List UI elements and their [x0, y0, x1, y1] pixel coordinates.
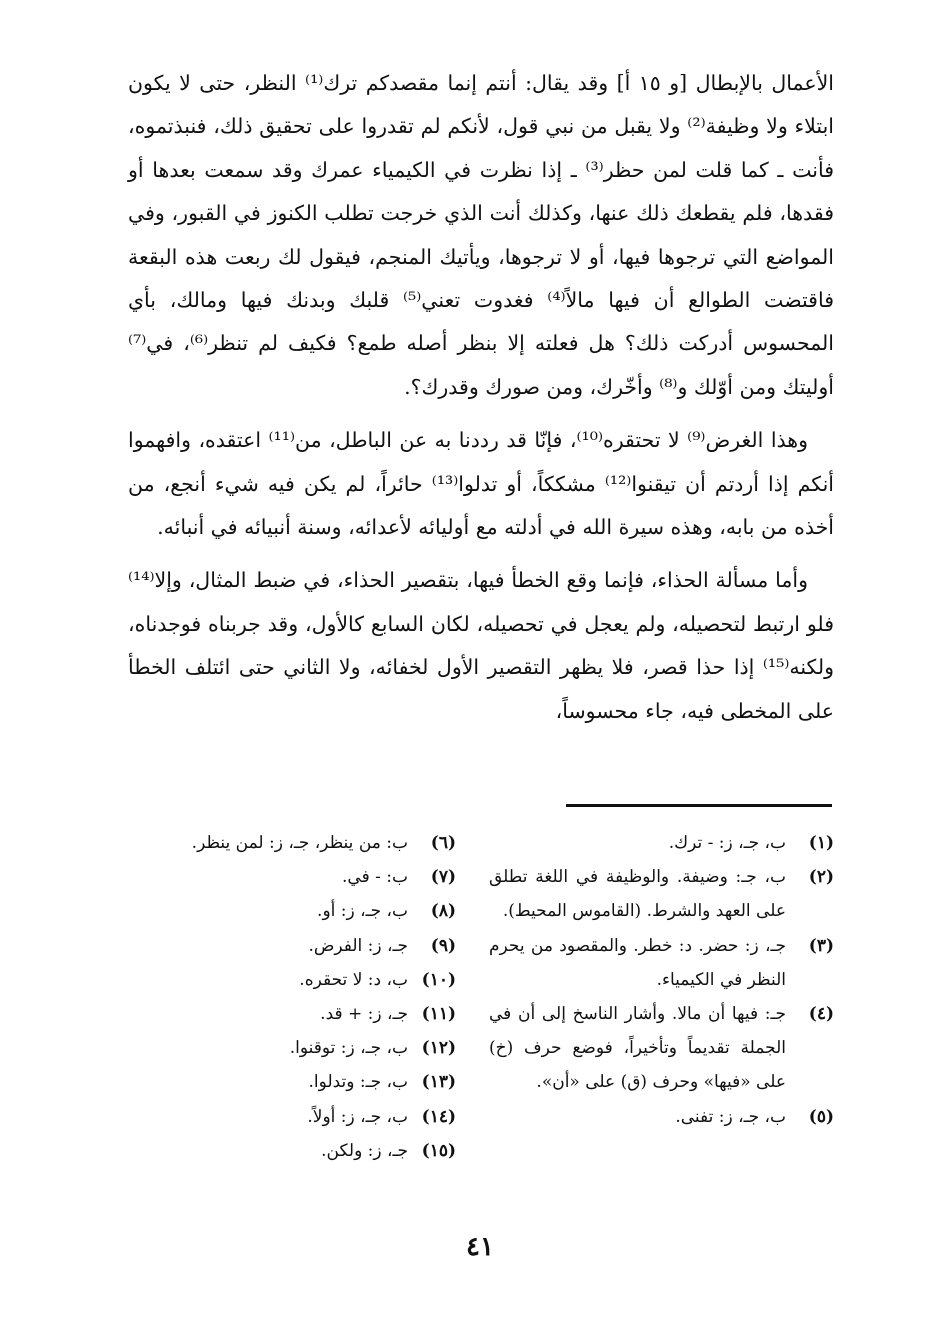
- footnote-text: ب، جـ، ز: - ترك.: [668, 833, 786, 853]
- footnote-text: ب، جـ: وتدلوا.: [308, 1072, 408, 1093]
- footnote-item: [128, 860, 456, 894]
- footnote-text: جـ: فيها أن مالا. وأشار الناسخ إلى أن في الجملة تقديماً وتأخيراً، فوضع حرف (خ) على «فيها» وحرف (ق) على «أن».: [489, 1004, 786, 1093]
- footnote-item: [128, 894, 456, 928]
- footnote-number: (٥): [808, 1106, 834, 1127]
- footnote-number: (٣): [808, 935, 834, 956]
- paragraph-2: وهذا الغرض⁽⁹⁾ لا تحتقره⁽¹⁰⁾، فإنّا قد رددنا به عن الباطل، من⁽¹¹⁾ اعتقده، وافهموا أنكم إذا أردتم أن تيقنوا⁽¹²⁾ مشككاً، أو تدلوا⁽¹³⁾ حائراً، لم يكن فيه شيء أنجع، من أخذه من بابه، وهذه سيرة الله في أدلته مع أوليائه لأعدائه، وسنة أنبيائه في أنبائه.: [128, 428, 834, 540]
- footnote-number: (١٣): [421, 1072, 456, 1093]
- footnote-item: [128, 1100, 456, 1134]
- footnote-number: (١٢): [421, 1038, 456, 1059]
- footnote-item: [128, 826, 456, 860]
- footnote-number: (١٠): [421, 969, 456, 990]
- footnote-number: (٧): [430, 867, 456, 888]
- footnote-text: جـ، ز: الفرض.: [308, 935, 408, 956]
- footnote-item: [128, 1065, 456, 1099]
- footnote-text: ب: من ينظر، جـ، ز: لمن ينظر.: [191, 833, 408, 853]
- footnote-item: [489, 997, 834, 1100]
- footnote-number: (١٥): [421, 1140, 456, 1161]
- footnote-number: (١): [808, 833, 834, 853]
- footnote-text: ب، جـ، ز: أو.: [317, 901, 408, 922]
- footnote-item: [489, 1100, 834, 1134]
- footnote-item: [128, 997, 456, 1031]
- footnote-text: ب، د: لا تحقره.: [299, 969, 408, 990]
- footnote-item: [128, 1134, 456, 1168]
- footnote-number: (٤): [808, 1004, 834, 1025]
- footnote-number: (٦): [430, 833, 456, 853]
- footnotes-left-column: [128, 826, 456, 1168]
- footnote-item: [128, 963, 456, 997]
- footnote-text: جـ، ز: + قد.: [320, 1004, 408, 1025]
- footnote-text: ب، جـ، ز: توقنوا.: [289, 1038, 408, 1059]
- main-text: [128, 62, 834, 733]
- footnote-divider: [566, 804, 832, 807]
- footnote-item: [489, 826, 834, 860]
- footnote-text: ب، جـ، ز: تفنى.: [675, 1106, 786, 1127]
- footnote-item: [128, 1031, 456, 1065]
- footnotes-right-column: [489, 826, 834, 1134]
- footnote-text: ب، جـ، ز: أولاً.: [307, 1106, 408, 1127]
- footnote-text: جـ، ز: ولكن.: [321, 1140, 408, 1161]
- footnote-text: ب: - في.: [342, 867, 408, 888]
- footnote-text: جـ، ز: حضر. د: خطر. والمقصود من يحرم النظر في الكيمياء.: [489, 935, 786, 990]
- footnote-item: [489, 860, 834, 928]
- footnote-item: [128, 929, 456, 963]
- footnote-item: [489, 929, 834, 997]
- page-number: ٤١: [466, 1232, 494, 1262]
- footnote-number: (٨): [430, 901, 456, 922]
- footnote-text: ب، جـ: وضيفة. والوظيفة في اللغة تطلق على العهد والشرط. (القاموس المحيط).: [489, 867, 786, 922]
- footnote-number: (٢): [808, 867, 834, 888]
- footnote-number: (٩): [430, 935, 456, 956]
- paragraph-1: الأعمال بالإبطال [و ١٥ أ] وقد يقال: أنتم إنما مقصدكم ترك⁽¹⁾ النظر، حتى لا يكون ابتلاء ولا وظيفة⁽²⁾ ولا يقبل من نبي قول، لأنكم لم تقدروا على تحقيق ذلك، فنبذتموه، فأنت ـ كما قلت لمن حظر⁽³⁾ ـ إذا نظرت في الكيمياء عمرك وقد سمعت بعدها أو فقدها، فلم يقطعك ذلك عنها، وكذلك أنت الذي خرجت تطلب الكنوز في القبور، وفي المواضع التي ترجوها فيها، أو لا ترجوها، ويأتيك المنجم، فيقول لك ربعت هذه البقعة فاقتضت الطوالع أن فيها مالاً⁽⁴⁾ فغدوت تعني⁽⁵⁾ قلبك وبدنك فيها ومالك، بأي المحسوس أدركت ذلك؟ هل فعلته إلا بنظر أصله طمع؟ فكيف لم تنظر⁽⁶⁾، في⁽⁷⁾ أوليتك ومن أوّلك و⁽⁸⁾ وأخّرك، ومن صورك وقدرك؟.: [128, 71, 834, 399]
- footnote-number: (١٤): [421, 1106, 456, 1127]
- footnote-number: (١١): [421, 1004, 456, 1025]
- paragraph-3: وأما مسألة الحذاء، فإنما وقع الخطأ فيها، بتقصير الحذاء، في ضبط المثال، وإلا⁽¹⁴⁾ فلو ارتبط لتحصيله، ولم يعجل في تحصيله، لكان السابع كالأول، وقد جربناه فوجدناه، ولكنه⁽¹⁵⁾ إذا حذا قصر، فلا يظهر التقصير الأول لخفائه، ولا الثاني حتى ائتلف الخطأ على المخطى فيه، جاء محسوساً،: [128, 568, 834, 723]
